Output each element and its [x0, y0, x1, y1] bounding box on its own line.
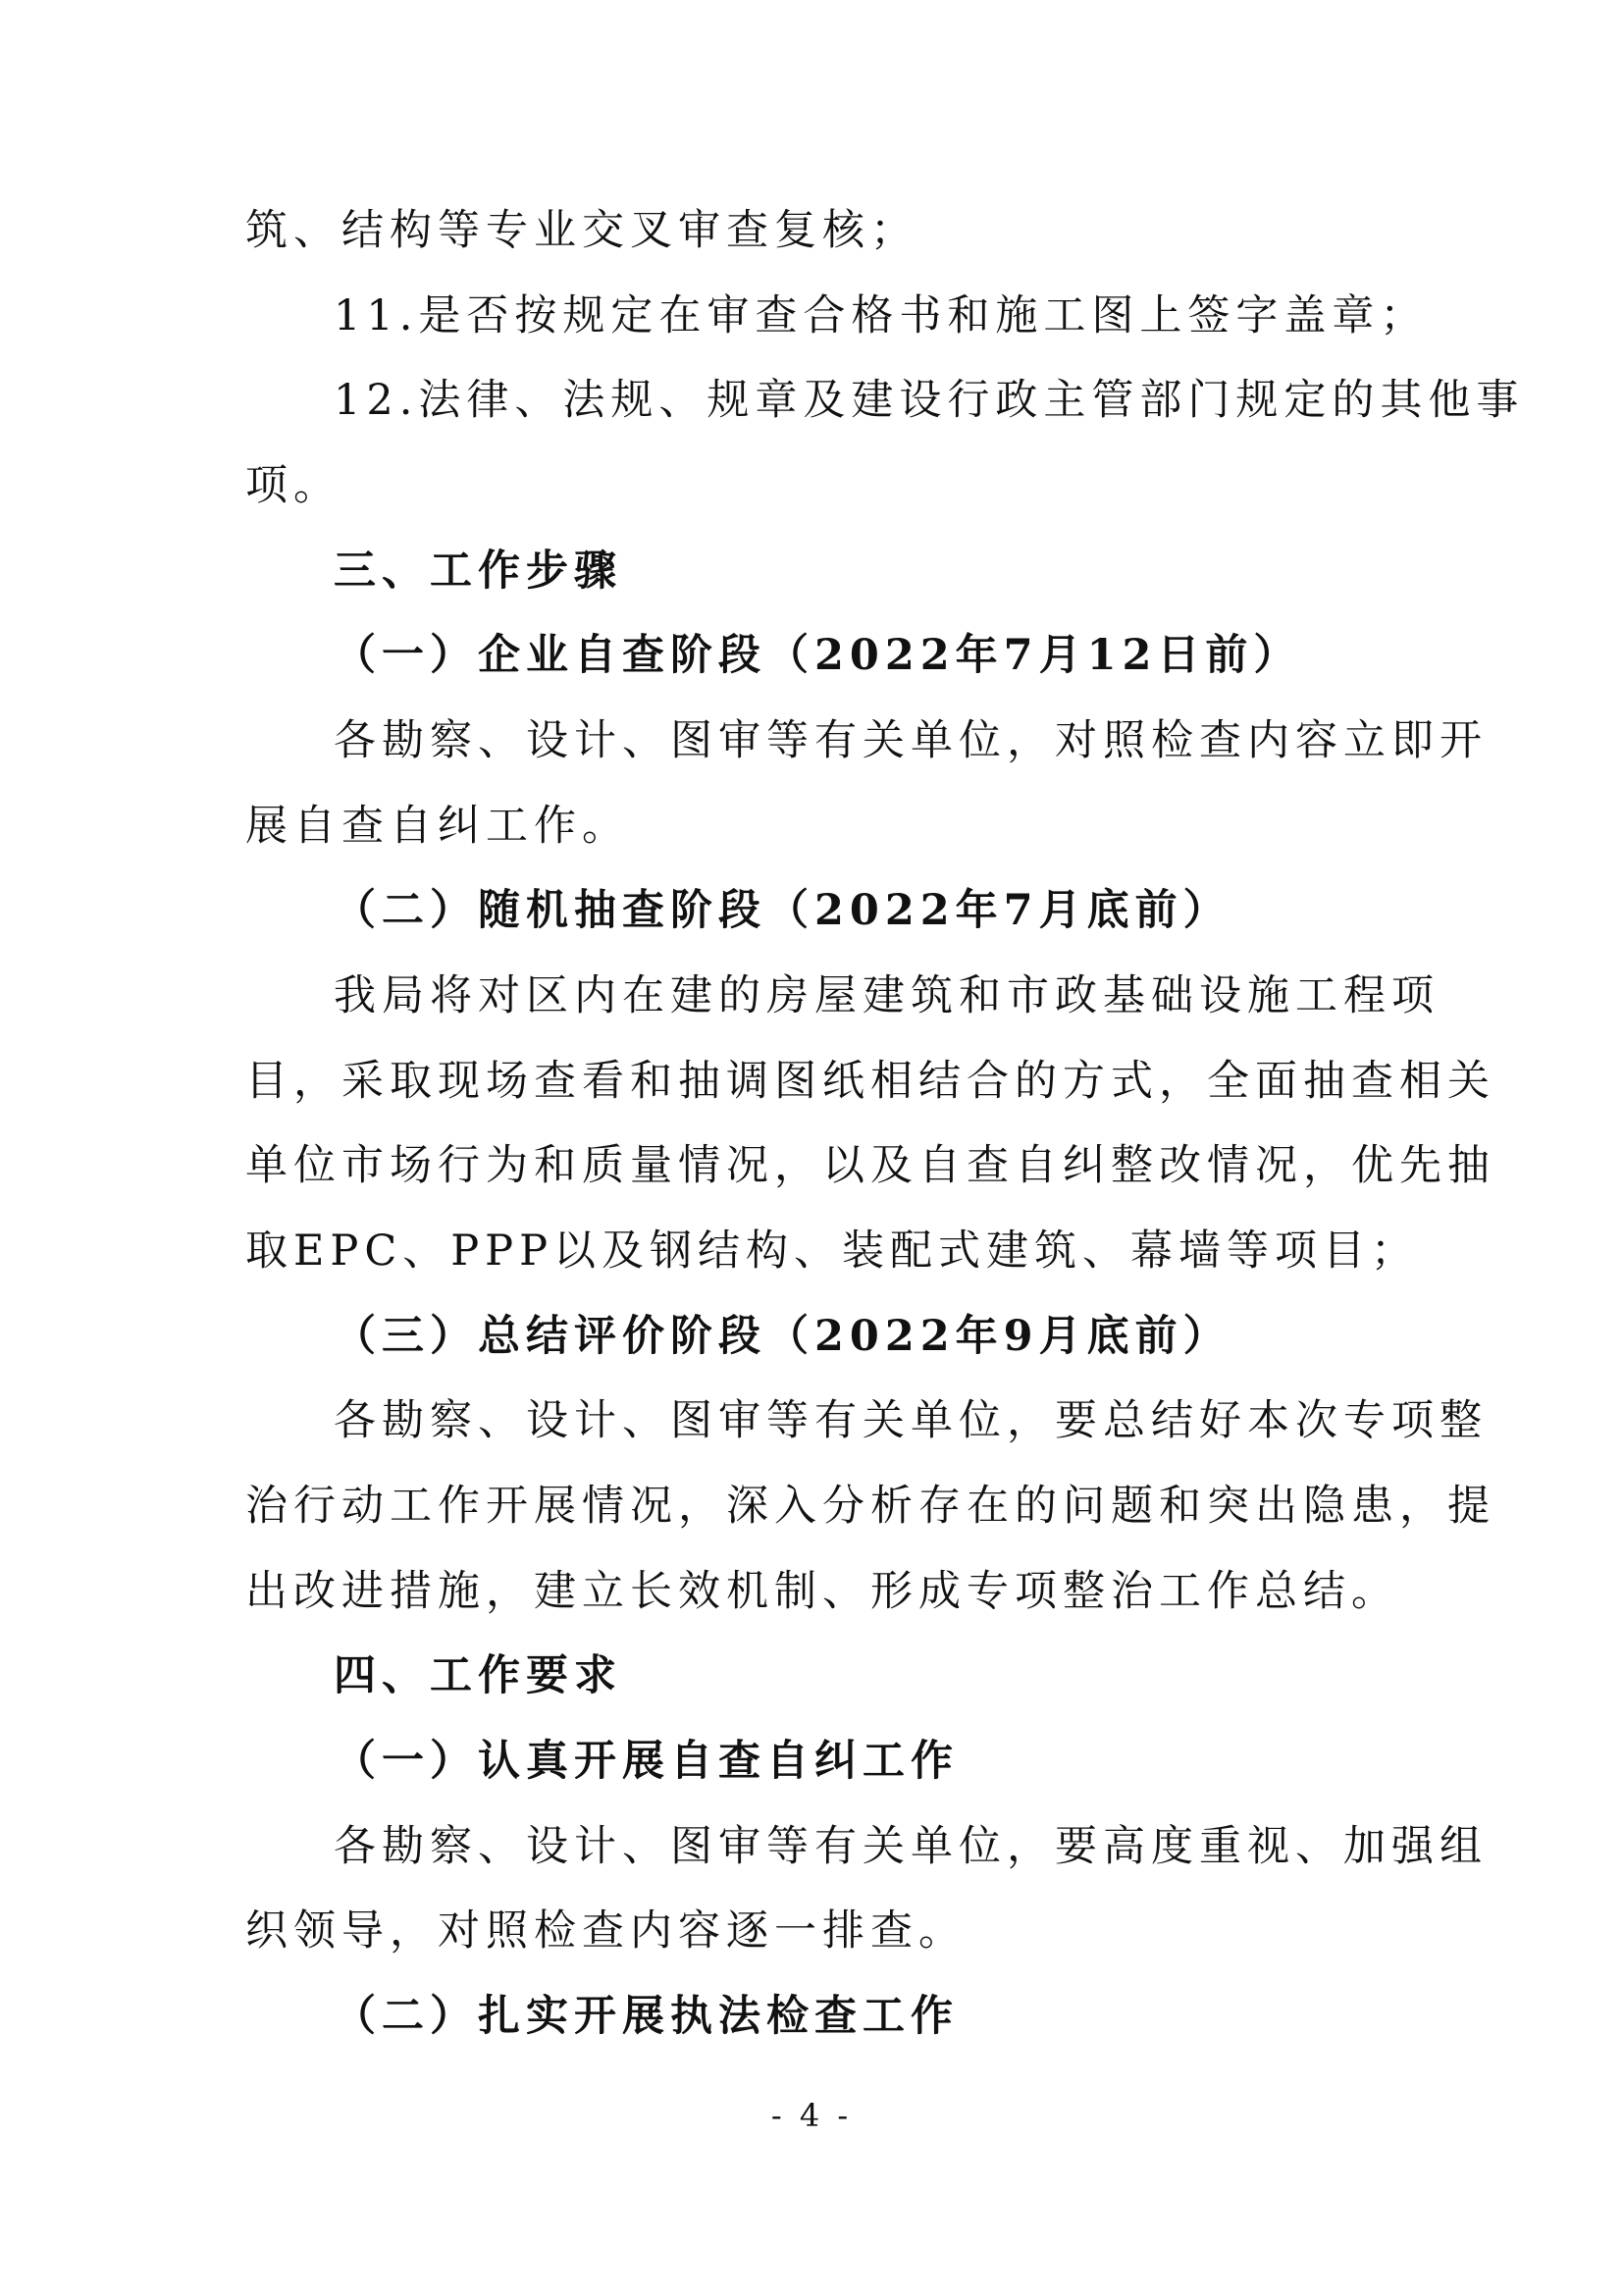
section-heading-work-requirements: 四、工作要求 [334, 1651, 622, 1700]
body-text-line: 目，采取现场查看和抽调图纸相结合的方式，全面抽查相关 [245, 1057, 1495, 1106]
body-text-line: 筑、结构等专业交叉审查复核； [245, 206, 918, 255]
body-text-line: 展自查自纠工作。 [245, 802, 630, 851]
list-item-12: 12.法律、法规、规章及建设行政主管部门规定的其他事 [334, 376, 1525, 425]
body-text-line: 各勘察、设计、图审等有关单位，要高度重视、加强组 [334, 1822, 1488, 1871]
body-text-line: 治行动工作开展情况，深入分析存在的问题和突出隐患，提 [245, 1482, 1495, 1531]
body-text-line: 出改进措施，建立长效机制、形成专项整治工作总结。 [245, 1567, 1399, 1616]
body-text-line: 项。 [245, 461, 341, 510]
page-number: - 4 - [770, 2097, 853, 2134]
body-text-line: 我局将对区内在建的房屋建筑和市政基础设施工程项 [334, 971, 1440, 1020]
body-text-line: 各勘察、设计、图审等有关单位，要总结好本次专项整 [334, 1396, 1488, 1445]
subheading-self-correction: （一）认真开展自查自纠工作 [334, 1737, 959, 1786]
subheading-self-check-stage: （一）企业自查阶段（2022年7月12日前） [334, 631, 1302, 680]
subheading-summary-stage: （三）总结评价阶段（2022年9月底前） [334, 1312, 1231, 1361]
body-text-line: 单位市场行为和质量情况，以及自查自纠整改情况，优先抽 [245, 1141, 1495, 1190]
subheading-law-enforcement: （二）扎实开展执法检查工作 [334, 1992, 959, 2041]
body-text-line: 各勘察、设计、图审等有关单位，对照检查内容立即开 [334, 716, 1488, 765]
body-text-line: 取EPC、PPP以及钢结构、装配式建筑、幕墙等项目； [245, 1226, 1420, 1276]
body-text-line: 织领导，对照检查内容逐一排查。 [245, 1906, 967, 1956]
subheading-random-check-stage: （二）随机抽查阶段（2022年7月底前） [334, 886, 1231, 935]
section-heading-work-steps: 三、工作步骤 [334, 547, 622, 596]
list-item-11: 11.是否按规定在审查合格书和施工图上签字盖章； [334, 291, 1429, 340]
